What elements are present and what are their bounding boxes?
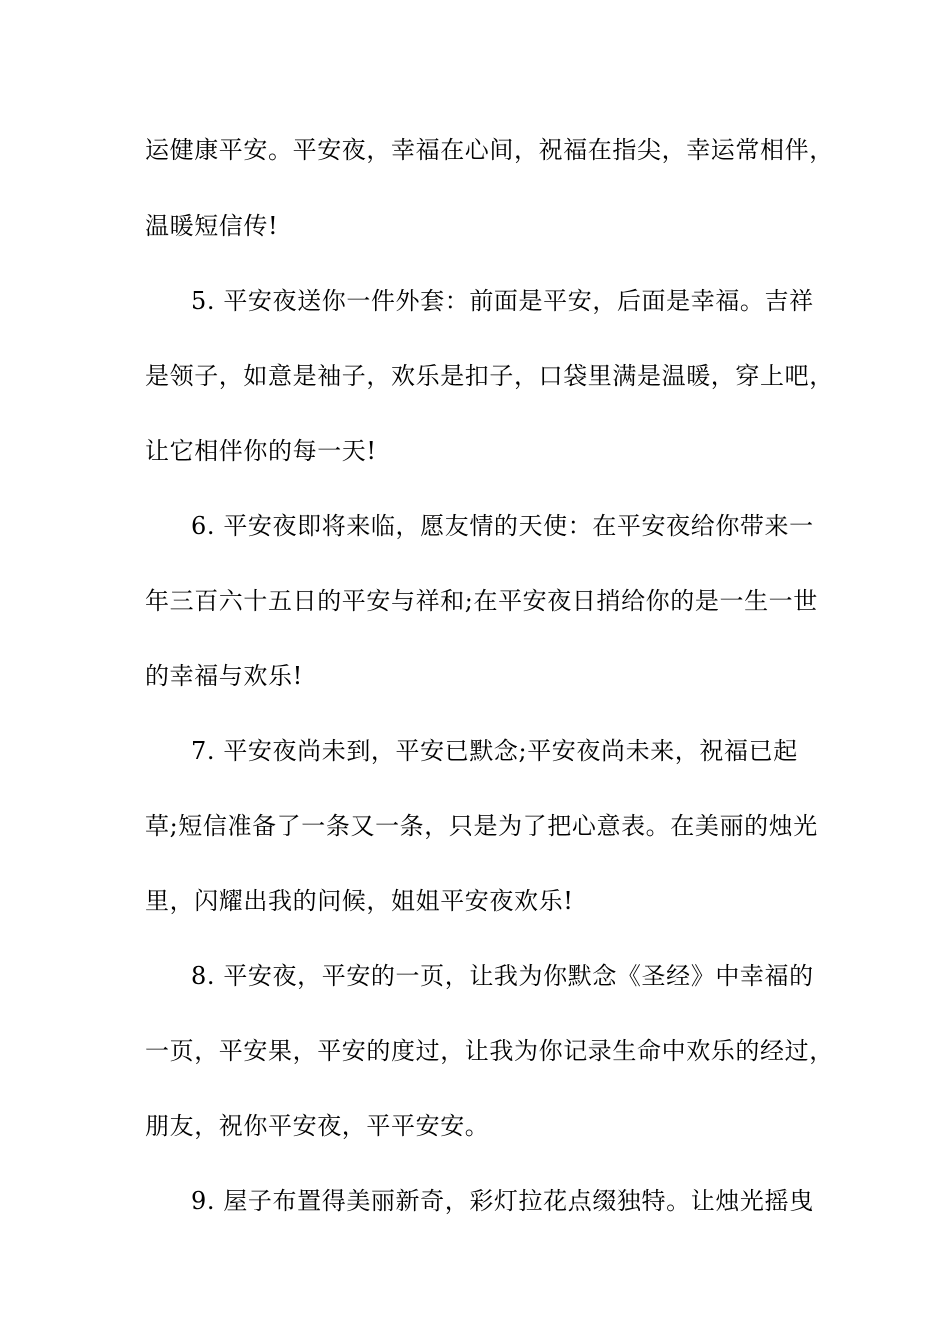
paragraph-6-start: 6. 平安夜即将来临，愿友情的天使：在平安夜给你带来一: [191, 512, 814, 540]
paragraph-5-start: 5. 平安夜送你一件外套：前面是平安，后面是幸福。吉祥: [191, 287, 814, 315]
text-line: 年三百六十五日的平安与祥和;在平安夜日捎给你的是一生一世: [145, 587, 818, 615]
text-line: 朋友，祝你平安夜，平平安安。: [145, 1112, 490, 1140]
text-line: 一页，平安果，平安的度过，让我为你记录生命中欢乐的经过，: [145, 1037, 834, 1065]
text-line: 温暖短信传!: [145, 212, 279, 240]
text-line: 的幸福与欢乐!: [145, 662, 303, 690]
text-line: 运健康平安。平安夜，幸福在心间，祝福在指尖，幸运常相伴，: [145, 136, 834, 164]
text-line: 里，闪耀出我的问候，姐姐平安夜欢乐!: [145, 887, 574, 915]
paragraph-9-start: 9. 屋子布置得美丽新奇，彩灯拉花点缀独特。让烛光摇曳: [191, 1187, 814, 1215]
paragraph-8-start: 8. 平安夜，平安的一页，让我为你默念《圣经》中幸福的: [191, 962, 814, 990]
text-line: 是领子，如意是袖子，欢乐是扣子，口袋里满是温暖，穿上吧，: [145, 362, 834, 390]
text-line: 草;短信准备了一条又一条，只是为了把心意表。在美丽的烛光: [145, 812, 818, 840]
text-line: 让它相伴你的每一天!: [145, 437, 377, 465]
paragraph-7-start: 7. 平安夜尚未到，平安已默念;平安夜尚未来，祝福已起: [191, 737, 798, 765]
